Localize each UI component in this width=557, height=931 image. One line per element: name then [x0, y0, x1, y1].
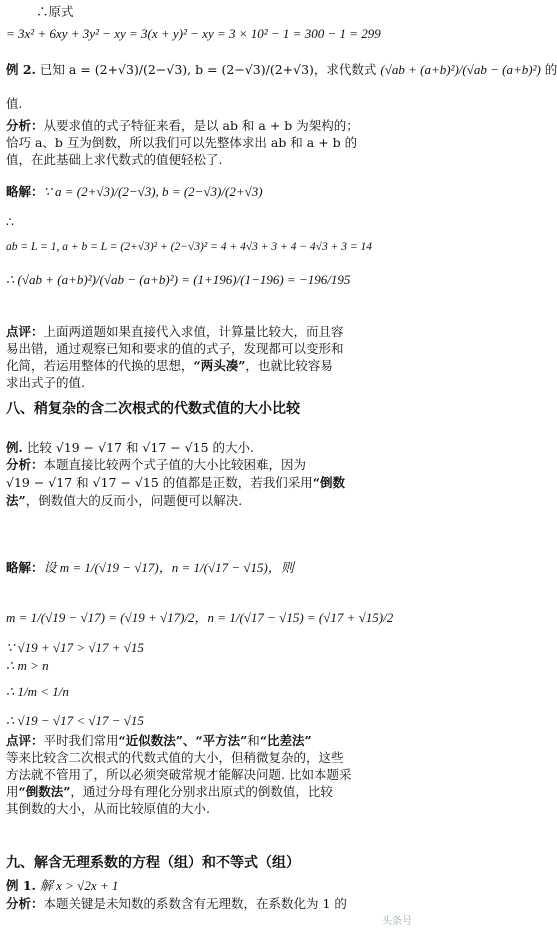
example-line	[6, 440, 414, 455]
analysis-2-text-3b: ，倒数值大的反而小，问题便可以解决.	[25, 493, 243, 508]
comment-2-line-1	[6, 733, 414, 748]
example-2-tail: 的	[544, 62, 557, 77]
solution-2-define: 设 m = 1/(√19 − √17)，n = 1/(√17 − √15)，则	[43, 560, 294, 575]
comment-line-3	[6, 358, 414, 373]
comment-text-3a: 化简，若运用整体的代换的思想，	[6, 358, 194, 373]
analysis-2-label: 分析：	[6, 457, 44, 472]
analysis-3-label: 分析：	[6, 896, 44, 911]
comment-2-label: 点评：	[6, 733, 44, 748]
comment-label: 点评：	[6, 324, 44, 339]
solution-line-2: ab = L = 1, a + b = L = (2+√3)² + (2−√3)² = 4 + 4√3 + 3 + 4 − 4√3 + 3 = 14	[6, 241, 372, 253]
comment-line-2: 易出错，通过观察已知和要求的值的式子，发现都可以变形和	[6, 341, 344, 356]
therefore-symbol: ∴	[6, 214, 14, 229]
solution-2-line-1	[6, 560, 414, 575]
example-3-label: 例 1.	[6, 878, 36, 893]
example-3-line	[6, 878, 414, 893]
solution-line-1	[6, 184, 414, 199]
example-2-line	[6, 62, 557, 77]
analysis-2-highlight-2: 法”	[6, 493, 26, 508]
analysis-2-line-2	[6, 475, 414, 490]
equation-result: = 3x² + 6xy + 3y² − xy = 3(x + y)² − xy = 3 × 10² − 1 = 300 − 1 = 299	[6, 26, 381, 41]
comment-2-line-2: 等来比较含二次根式的代数式值的大小，但稍微复杂的，这些	[6, 750, 344, 765]
comment-2-highlight-1: “近似数法”、“平方法”	[118, 733, 248, 748]
solution-label: 略解：	[6, 184, 44, 199]
solution-line-3: ∴ (√ab + (a+b)²)/(√ab − (a+b)²) = (1+196)/(1−196) = −196/195	[6, 272, 351, 287]
solution-2-line-6: ∴ √19 − √17 < √17 − √15	[6, 713, 144, 728]
section-9-heading: 九、解含无理系数的方程（组）和不等式（组）	[6, 855, 300, 871]
comment-2-line-4	[6, 784, 414, 799]
analysis-3-line-1	[6, 896, 414, 911]
example-text: 比较 √19 − √17 和 √17 − √15 的大小.	[26, 440, 255, 455]
comment-line-4: 求出式子的值.	[6, 375, 85, 390]
comment-2-text-4a: 用	[6, 784, 19, 799]
solution-2-line-5: ∴ 1/m < 1/n	[6, 684, 69, 699]
example-2-expr: (√ab + (a+b)²)/(√ab − (a+b)²)	[380, 62, 541, 77]
comment-line-1	[6, 324, 414, 339]
example-2-text: 已知 a = (2+√3)/(2−√3), b = (2−√3)/(2+√3)，求代数式	[39, 62, 377, 77]
comment-2-highlight-3: “倒数法”	[18, 784, 71, 799]
comment-2-line-5: 其倒数的大小，从而比较原值的大小.	[6, 801, 210, 816]
therefore-original: ∴原式	[36, 4, 74, 19]
example-2-value: 值.	[6, 96, 23, 111]
watermark: 头条号	[382, 916, 412, 927]
comment-2-text-1c: 和	[247, 733, 260, 748]
example-3-text: 解 x > √2x + 1	[39, 878, 119, 893]
analysis-2-line-3	[6, 493, 414, 508]
section-8-heading: 八、稍复杂的含二次根式的代数式值的大小比较	[6, 401, 300, 417]
analysis-2-line-1	[6, 457, 414, 472]
analysis-2-highlight: “倒数	[312, 475, 345, 490]
solution-2-line-3: ∵ √19 + √17 > √17 + √15	[6, 640, 144, 655]
comment-text-3c: ，也就比较容易	[245, 358, 333, 373]
analysis-3-text-1: 本题关键是未知数的系数含有无理数，在系数化为 1 的	[43, 896, 347, 911]
example-label-2: 例.	[6, 440, 23, 455]
solution-2-label: 略解：	[6, 560, 44, 575]
analysis-line-3: 值，在此基础上求代数式的值便轻松了.	[6, 152, 223, 167]
comment-2-highlight-2: “比差法”	[259, 733, 312, 748]
comment-text-1: 上面两道题如果直接代入求值，计算量比较大，而且容	[43, 324, 344, 339]
comment-highlight: “两头凑”	[193, 358, 246, 373]
solution-2-line-4: ∴ m > n	[6, 658, 49, 673]
analysis-line-1	[6, 118, 414, 133]
analysis-2-text-2a: √19 − √17 和 √17 − √15 的值都是正数，若我们采用	[6, 475, 313, 490]
example-label: 例 2.	[6, 62, 36, 77]
analysis-line-2: 恰巧 a、b 互为倒数，所以我们可以先整体求出 ab 和 a + b 的	[6, 135, 358, 150]
solution-given: ∵ a = (2+√3)/(2−√3), b = (2−√3)/(2+√3)	[43, 184, 263, 199]
comment-2-text-1a: 平时我们常用	[43, 733, 119, 748]
analysis-2-text-1: 本题直接比较两个式子值的大小比较困难，因为	[43, 457, 307, 472]
analysis-text-1: 从要求值的式子特征来看，是以 ab 和 a + b 为架构的；	[43, 118, 359, 133]
comment-2-line-3: 方法就不管用了，所以必须突破常规才能解决问题. 比如本题采	[6, 767, 352, 782]
analysis-label: 分析：	[6, 118, 44, 133]
solution-2-line-2: m = 1/(√19 − √17) = (√19 + √17)/2，n = 1/(√17 − √15) = (√17 + √15)/2	[6, 610, 394, 625]
comment-2-text-4c: ，通过分母有理化分别求出原式的倒数值，比较	[70, 784, 333, 799]
